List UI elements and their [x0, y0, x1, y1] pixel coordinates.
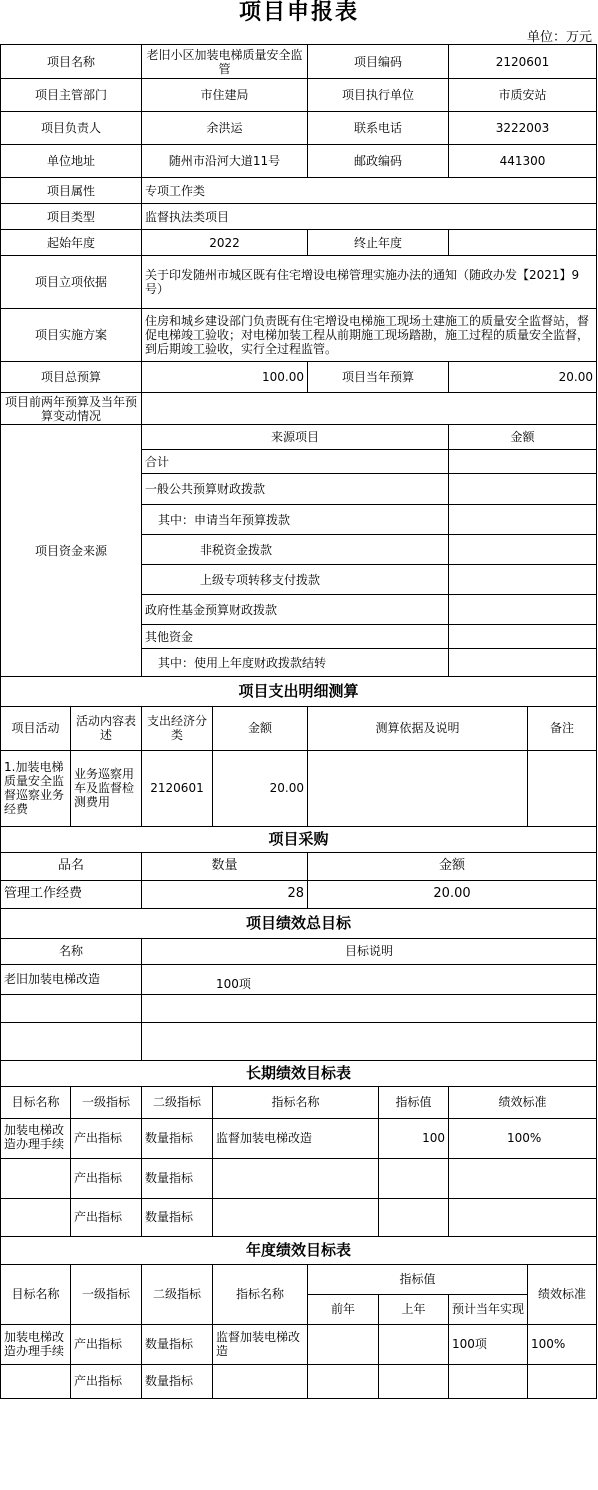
performance-section-title: 项目绩效总目标: [1, 908, 597, 938]
postcode-value: 441300: [449, 145, 597, 178]
annual-prev1: [379, 1364, 449, 1398]
longterm-indicator: [213, 1198, 379, 1236]
annual-indicator: [213, 1364, 308, 1398]
expense-econ-class: 2120601: [142, 750, 213, 826]
leader-label: 项目负责人: [1, 112, 142, 145]
basic-info-table: [0, 44, 597, 425]
longterm-value: [379, 1198, 449, 1236]
funding-row-carryover: 其中：使用上年度财政拨款结转: [142, 649, 449, 677]
basis-label: 项目立项依据: [1, 256, 142, 309]
longterm-table: [0, 1060, 597, 1237]
procurement-qty: 28: [142, 880, 308, 908]
performance-table: [0, 908, 597, 1061]
expense-table: [0, 676, 597, 827]
performance-empty-cell: [1, 1022, 142, 1060]
funding-row-transfer: 上级专项转移支付拨款: [142, 565, 449, 595]
longterm-section-title: 长期绩效目标表: [1, 1060, 597, 1086]
procurement-section-title: 项目采购: [1, 826, 597, 852]
longterm-header: 一级指标: [71, 1086, 142, 1118]
address-label: 单位地址: [1, 145, 142, 178]
funding-amount: [449, 595, 597, 625]
annual-table: [0, 1236, 597, 1399]
performance-name: 老旧加装电梯改造: [1, 964, 142, 994]
expense-remark: [528, 750, 597, 826]
longterm-l2: 数量指标: [142, 1158, 213, 1198]
annual-header: 指标名称: [213, 1264, 308, 1324]
exec-unit-label: 项目执行单位: [308, 79, 449, 112]
funding-label: 项目资金来源: [1, 425, 142, 677]
annual-header: 绩效标准: [528, 1264, 597, 1324]
funding-row-general: 一般公共预算财政拨款: [142, 474, 449, 505]
exec-unit-value: 市质安站: [449, 79, 597, 112]
plan-label: 项目实施方案: [1, 309, 142, 362]
longterm-goal-name: [1, 1198, 71, 1236]
funding-amount: [449, 474, 597, 505]
basis-value: 关于印发随州市城区既有住宅增设电梯管理实施办法的通知（随政办发【2021】9号）: [142, 256, 597, 309]
annual-prev2: [308, 1324, 379, 1364]
procurement-header: 品名: [1, 852, 142, 880]
address-value: 随州市沿河大道11号: [142, 145, 308, 178]
annual-subheader: 上年: [379, 1294, 449, 1324]
annual-l1: 产出指标: [71, 1324, 142, 1364]
dept-label: 项目主管部门: [1, 79, 142, 112]
expense-header: 项目活动: [1, 706, 71, 750]
annual-std: [528, 1364, 597, 1398]
procurement-table: [0, 826, 597, 909]
phone-label: 联系电话: [308, 112, 449, 145]
start-year-value: 2022: [142, 230, 308, 256]
performance-empty-cell: [142, 1022, 597, 1060]
longterm-std: [449, 1198, 597, 1236]
longterm-header: 目标名称: [1, 1086, 71, 1118]
prev-budget-value: [142, 393, 597, 425]
annual-header: 二级指标: [142, 1264, 213, 1324]
expense-header: 金额: [213, 706, 308, 750]
longterm-l1: 产出指标: [71, 1118, 142, 1158]
funding-row-total: 合计: [142, 450, 449, 474]
longterm-value: [379, 1158, 449, 1198]
funding-col-amount: 金额: [449, 425, 597, 450]
prev-budget-label: 项目前两年预算及当年预算变动情况: [1, 393, 142, 425]
annual-goal-name: 加装电梯改造办理手续: [1, 1324, 71, 1364]
annual-header: 目标名称: [1, 1264, 71, 1324]
annual-current: 100项: [449, 1324, 528, 1364]
performance-empty-cell: [1, 994, 142, 1022]
funding-amount: [449, 450, 597, 474]
performance-empty-cell: [142, 994, 597, 1022]
longterm-l1: 产出指标: [71, 1158, 142, 1198]
type-label: 项目类型: [1, 204, 142, 230]
attribute-value: 专项工作类: [142, 178, 597, 204]
performance-header: 目标说明: [142, 938, 597, 964]
annual-subheader: 预计当年实现: [449, 1294, 528, 1324]
annual-header: 一级指标: [71, 1264, 142, 1324]
procurement-header: 金额: [308, 852, 597, 880]
expense-header: 支出经济分类: [142, 706, 213, 750]
funding-row-gov-fund: 政府性基金预算财政拨款: [142, 595, 449, 625]
performance-header: 名称: [1, 938, 142, 964]
longterm-std: 100%: [449, 1118, 597, 1158]
page-title: 项目申报表: [238, 0, 359, 25]
funding-col-source: 来源项目: [142, 425, 449, 450]
attribute-label: 项目属性: [1, 178, 142, 204]
longterm-header: 绩效标准: [449, 1086, 597, 1118]
year-budget-label: 项目当年预算: [308, 362, 449, 393]
funding-amount: [449, 649, 597, 677]
total-budget-value: 100.00: [142, 362, 308, 393]
annual-current: [449, 1364, 528, 1398]
expense-basis: [308, 750, 528, 826]
annual-std: 100%: [528, 1324, 597, 1364]
performance-desc: 100项: [142, 964, 597, 994]
dept-value: 市住建局: [142, 79, 308, 112]
funding-row-nontax: 非税资金拨款: [142, 535, 449, 565]
year-budget-value: 20.00: [449, 362, 597, 393]
project-code-label: 项目编码: [308, 45, 449, 79]
longterm-l1: 产出指标: [71, 1198, 142, 1236]
annual-subheader: 前年: [308, 1294, 379, 1324]
longterm-l2: 数量指标: [142, 1198, 213, 1236]
end-year-label: 终止年度: [308, 230, 449, 256]
longterm-std: [449, 1158, 597, 1198]
annual-l1: 产出指标: [71, 1364, 142, 1398]
procurement-amount: 20.00: [308, 880, 597, 908]
project-name-value: 老旧小区加装电梯质量安全监管: [142, 45, 308, 79]
phone-value: 3222003: [449, 112, 597, 145]
funding-row-current: 其中：申请当年预算拨款: [142, 505, 449, 535]
longterm-goal-name: [1, 1158, 71, 1198]
longterm-l2: 数量指标: [142, 1118, 213, 1158]
plan-value: 住房和城乡建设部门负责既有住宅增设电梯施工现场土建施工的质量安全监督站，督促电梯竣工验收；对电梯加装工程从前期施工现场踏勘，施工过程的质量安全监督，到后期竣工验收，实行全过程监管。: [142, 309, 597, 362]
longterm-indicator: 监督加装电梯改造: [213, 1118, 379, 1158]
annual-indicator: 监督加装电梯改造: [213, 1324, 308, 1364]
expense-section-title: 项目支出明细测算: [1, 676, 597, 706]
funding-amount: [449, 505, 597, 535]
expense-content: 业务巡察用车及监督检测费用: [71, 750, 142, 826]
longterm-goal-name: 加装电梯改造办理手续: [1, 1118, 71, 1158]
funding-amount: [449, 625, 597, 649]
funding-amount: [449, 535, 597, 565]
annual-prev1: [379, 1324, 449, 1364]
expense-amount: 20.00: [213, 750, 308, 826]
project-code-value: 2120601: [449, 45, 597, 79]
start-year-label: 起始年度: [1, 230, 142, 256]
annual-goal-name: [1, 1364, 71, 1398]
postcode-label: 邮政编码: [308, 145, 449, 178]
total-budget-label: 项目总预算: [1, 362, 142, 393]
project-name-label: 项目名称: [1, 45, 142, 79]
funding-amount: [449, 565, 597, 595]
procurement-header: 数量: [142, 852, 308, 880]
funding-row-other: 其他资金: [142, 625, 449, 649]
longterm-value: 100: [379, 1118, 449, 1158]
type-value: 监督执法类项目: [142, 204, 597, 230]
annual-header: 指标值: [308, 1264, 528, 1294]
annual-l2: 数量指标: [142, 1364, 213, 1398]
expense-activity: 1.加装电梯质量安全监督巡察业务经费: [1, 750, 71, 826]
procurement-name: 管理工作经费: [1, 880, 142, 908]
leader-value: 余洪运: [142, 112, 308, 145]
longterm-header: 二级指标: [142, 1086, 213, 1118]
end-year-value: [449, 230, 597, 256]
annual-section-title: 年度绩效目标表: [1, 1236, 597, 1264]
annual-l2: 数量指标: [142, 1324, 213, 1364]
longterm-indicator: [213, 1158, 379, 1198]
expense-header: 活动内容表述: [71, 706, 142, 750]
expense-header: 测算依据及说明: [308, 706, 528, 750]
longterm-header: 指标名称: [213, 1086, 379, 1118]
funding-table: [0, 424, 597, 677]
expense-header: 备注: [528, 706, 597, 750]
longterm-header: 指标值: [379, 1086, 449, 1118]
annual-prev2: [308, 1364, 379, 1398]
unit-label: 单位：万元: [526, 30, 592, 45]
